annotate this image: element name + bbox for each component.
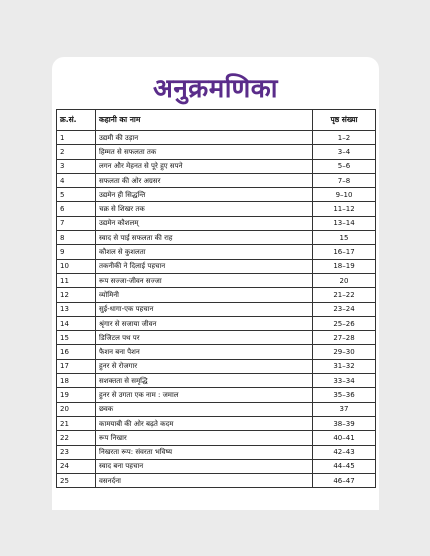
serial-number-cell: 4 [57,173,96,187]
table-body [57,131,376,488]
serial-number-cell: 15 [57,331,96,345]
serial-number-cell: 24 [57,459,96,473]
header-page-number: पृष्ठ संख्या [313,110,376,131]
serial-number-cell: 9 [57,245,96,259]
serial-number-cell: 23 [57,445,96,459]
serial-number-cell: 19 [57,388,96,402]
story-name-cell: सफलता की ओर अग्रसर [96,173,313,187]
story-name-cell: छवक [96,402,313,416]
serial-number-cell: 7 [57,216,96,230]
serial-number-cell: 11 [57,273,96,287]
serial-number-cell: 6 [57,202,96,216]
serial-number-cell: 17 [57,359,96,373]
serial-number-cell: 1 [57,131,96,145]
serial-number-cell: 2 [57,145,96,159]
table-row [57,459,376,473]
page-number-cell: 11–12 [313,202,376,216]
serial-number-cell: 25 [57,474,96,488]
story-name-cell: हुनर से रोजगार [96,359,313,373]
table-row [57,131,376,145]
story-name-cell: फैशन बना पैशन [96,345,313,359]
header-story-name: कहानी का नाम [96,110,313,131]
story-name-cell: श्रृंगार से सजाया जीवन [96,316,313,330]
table-row [57,316,376,330]
page-number-cell: 33–34 [313,374,376,388]
story-name-cell: व्योमिनी [96,288,313,302]
page-number-cell: 9–10 [313,188,376,202]
serial-number-cell: 18 [57,374,96,388]
serial-number-cell: 12 [57,288,96,302]
story-name-cell: सशक्तता से समृद्धि [96,374,313,388]
page-number-cell: 20 [313,273,376,287]
page-number-cell: 13–14 [313,216,376,230]
story-name-cell: डिजिटल पथ पर [96,331,313,345]
page-number-cell: 25–26 [313,316,376,330]
page-number-cell: 40–41 [313,431,376,445]
table-row [57,416,376,430]
page-number-cell: 18–19 [313,259,376,273]
serial-number-cell: 13 [57,302,96,316]
serial-number-cell: 3 [57,159,96,173]
page-number-cell: 3–4 [313,145,376,159]
page-number-cell: 15 [313,231,376,245]
serial-number-cell: 8 [57,231,96,245]
table-row [57,345,376,359]
serial-number-cell: 16 [57,345,96,359]
table-row [57,145,376,159]
page-number-cell: 1–2 [313,131,376,145]
table-row [57,259,376,273]
table-row [57,359,376,373]
story-name-cell: सुई-धागा-एक पहचान [96,302,313,316]
story-name-cell: लगन और मेहनत से पूरे हुए सपने [96,159,313,173]
table-row [57,402,376,416]
toc-table [56,109,376,488]
story-name-cell: हिम्मत से सफलता तक [96,145,313,159]
serial-number-cell: 14 [57,316,96,330]
story-name-cell: उद्यमी की उड़ान [96,131,313,145]
story-name-cell: कौशल से कुशलता [96,245,313,259]
table-row [57,474,376,488]
page-number-cell: 29–30 [313,345,376,359]
table-row [57,388,376,402]
page-title: अनुक्रमणिका [152,74,279,104]
header-serial-number: क्र.सं. [57,110,96,131]
story-name-cell: कामयाबी की ओर बढ़ते कदम [96,416,313,430]
serial-number-cell: 21 [57,416,96,430]
story-name-cell: उद्यमेन ही सिद्धन्ति [96,188,313,202]
story-name-cell: चक्र से शिखर तक [96,202,313,216]
table-row [57,431,376,445]
story-name-cell: वसनर्दना [96,474,313,488]
table-row [57,331,376,345]
story-name-cell: तकनीकी ने दिलाई पहचान [96,259,313,273]
table-row [57,202,376,216]
page-number-cell: 23–24 [313,302,376,316]
story-name-cell: हुनर से उगता एक नाम : जमाल [96,388,313,402]
page-number-cell: 42–43 [313,445,376,459]
page-number-cell: 38–39 [313,416,376,430]
page-number-cell: 35–36 [313,388,376,402]
story-name-cell: स्वाद बना पहचान [96,459,313,473]
table-row [57,288,376,302]
story-name-cell: निखरता रूप: संवरता भविष्य [96,445,313,459]
table-row [57,173,376,187]
story-name-cell: स्वाद से पाई सफलता की राह [96,231,313,245]
table-row [57,374,376,388]
serial-number-cell: 20 [57,402,96,416]
story-name-cell: रूप सज्जा-जीवन सज्जा [96,273,313,287]
page-number-cell: 16–17 [313,245,376,259]
table-row [57,231,376,245]
story-name-cell: उद्यमेन कौशलम् [96,216,313,230]
serial-number-cell: 10 [57,259,96,273]
page-number-cell: 7–8 [313,173,376,187]
serial-number-cell: 5 [57,188,96,202]
page-number-cell: 27–28 [313,331,376,345]
page-number-cell: 37 [313,402,376,416]
index-page [52,57,379,510]
table-row [57,216,376,230]
table-row [57,273,376,287]
story-name-cell: रूप निखार [96,431,313,445]
page-number-cell: 46–47 [313,474,376,488]
page-number-cell: 44–45 [313,459,376,473]
table-row [57,302,376,316]
page-number-cell: 5–6 [313,159,376,173]
page-number-cell: 31–32 [313,359,376,373]
page-number-cell: 21–22 [313,288,376,302]
table-row [57,445,376,459]
table-row [57,159,376,173]
table-row [57,245,376,259]
table-row [57,188,376,202]
serial-number-cell: 22 [57,431,96,445]
table-header-row [57,110,376,131]
